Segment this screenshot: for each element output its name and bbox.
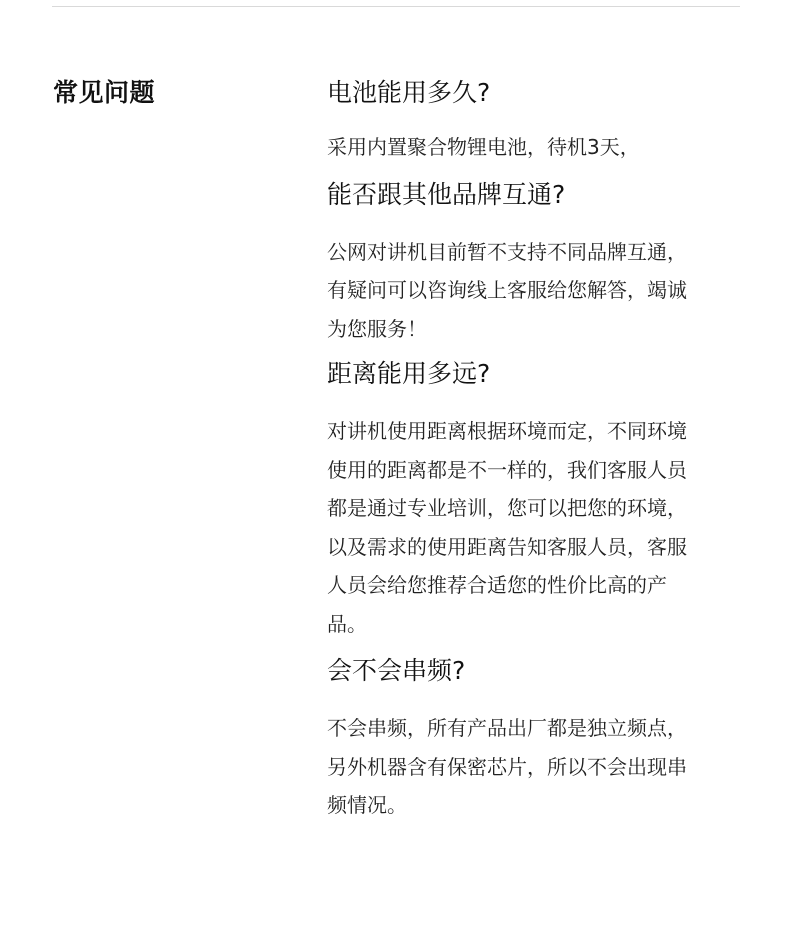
faq-question: 电池能用多久? bbox=[327, 78, 491, 107]
faq-answer: 公网对讲机目前暂不支持不同品牌互通，有疑问可以咨询线上客服给您解答，竭诚为您服务！ bbox=[327, 239, 687, 341]
faq-answer: 不会串频，所有产品出厂都是独立频点，另外机器含有保密芯片，所以不会出现串频情况。 bbox=[327, 716, 687, 817]
faq-item bbox=[327, 357, 699, 643]
section-title: 常见问题 bbox=[53, 78, 156, 107]
faq-question: 距离能用多远? bbox=[327, 359, 491, 388]
faq-item bbox=[327, 654, 699, 825]
faq-answer: 采用内置聚合物锂电池，待机3天， bbox=[327, 135, 640, 159]
faq-answer: 对讲机使用距离根据环境而定，不同环境使用的距离都是不一样的，我们客服人员都是通过专业培训，您可以把您的环境，以及需求的使用距离告知客服人员，客服人员会给您推荐合适您的性价比高的产品。 bbox=[327, 419, 687, 636]
faq-question: 能否跟其他品牌互通? bbox=[327, 179, 566, 209]
faq-list bbox=[327, 76, 699, 825]
faq-item bbox=[327, 178, 699, 349]
top-divider bbox=[52, 6, 740, 7]
faq-question: 会不会串频? bbox=[327, 656, 466, 685]
faq-item bbox=[327, 76, 699, 167]
